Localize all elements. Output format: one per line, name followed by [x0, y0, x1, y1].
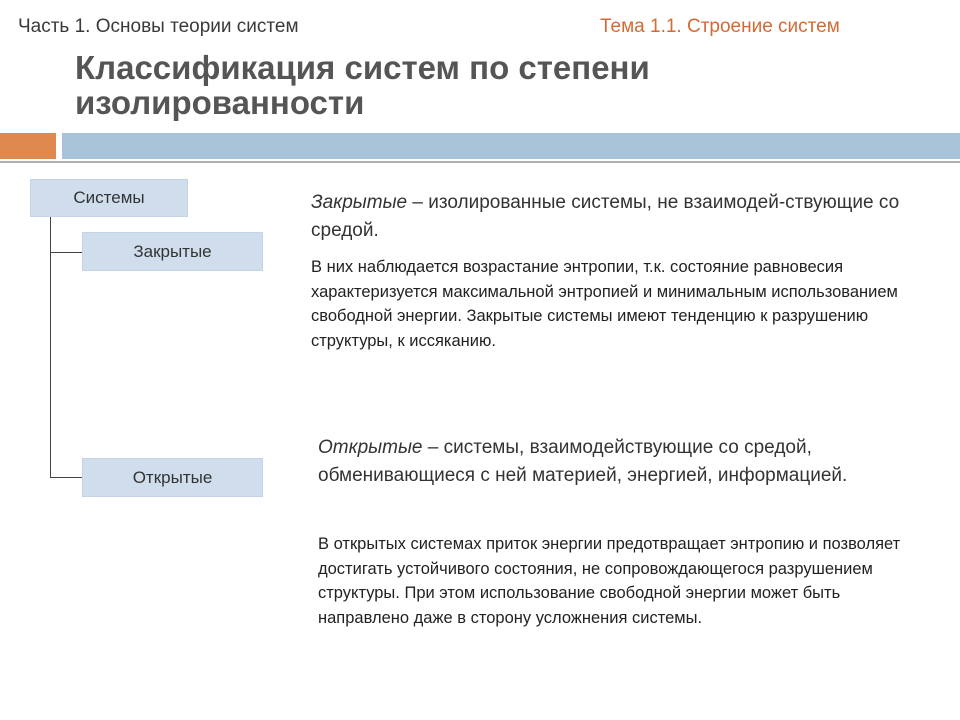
open-definition-text: – системы, взаимодействующие со средой, обменивающиеся с ней материей, энергией, информацией.: [318, 437, 848, 486]
tree-node-closed: Закрытые: [82, 232, 263, 271]
tree-connector-closed: [50, 252, 82, 253]
closed-term: Закрытые: [311, 192, 408, 213]
slide-title: Классификация систем по степени изолированности: [75, 49, 650, 121]
course-part-label: Часть 1. Основы теории систем: [18, 16, 299, 37]
accent-bar-blue: [62, 133, 960, 159]
open-description: В открытых системах приток энергии предотвращает энтропию и позволяет достигать устойчивого состояния, не сопровождающегося разрушением структуры. При этом использование свободной энергии может быть направлено даже в сторону усложнения системы.: [318, 535, 901, 627]
closed-definition: [311, 189, 931, 245]
closed-description: В них наблюдается возрастание энтропии, т.к. состояние равновесия характеризуется максимальной энтропией и минимальным использованием свободной энергии. Закрытые системы имеют тенденцию к разрушению структуры, к иссяканию.: [311, 258, 898, 350]
closed-definition-text: – изолированные системы, не взаимодей-ствующие со средой.: [311, 192, 900, 241]
open-definition: [318, 434, 928, 490]
open-term: Открытые: [318, 437, 423, 458]
tree-connector-open: [50, 477, 82, 478]
tree-connector-vertical: [50, 217, 51, 478]
divider-line: [0, 161, 960, 163]
accent-bar-orange: [0, 133, 56, 159]
topic-label: Тема 1.1. Строение систем: [600, 16, 840, 37]
tree-node-systems: Системы: [30, 179, 188, 217]
tree-node-open: Открытые: [82, 458, 263, 497]
